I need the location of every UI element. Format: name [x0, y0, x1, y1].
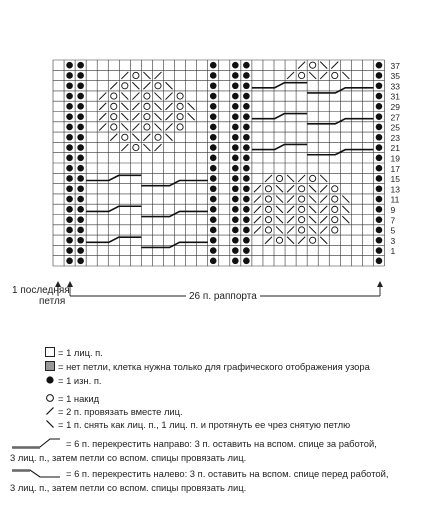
purl-stitch [376, 72, 383, 79]
k2tog [320, 226, 327, 233]
cable-cross [86, 206, 141, 211]
purl-stitch [66, 247, 73, 254]
row-number: 11 [390, 194, 400, 205]
yarn-over [332, 186, 338, 192]
k2tog [298, 175, 305, 182]
yarn-over [133, 144, 139, 150]
purl-stitch [210, 237, 217, 244]
row-number: 9 [390, 205, 396, 215]
yarn-over [310, 237, 316, 243]
row-number: 31 [390, 91, 400, 102]
yarn-over [133, 72, 139, 78]
purl-stitch [66, 206, 73, 213]
cable-cross [86, 175, 141, 180]
purl-stitch [376, 227, 383, 234]
purl-stitch [77, 103, 84, 110]
yarn-over [144, 93, 150, 99]
purl-stitch [243, 113, 250, 120]
yarn-over [299, 196, 305, 202]
purl-stitch [77, 82, 84, 89]
skp [188, 113, 195, 120]
purl-stitch [210, 113, 217, 120]
purl-stitch [376, 165, 383, 172]
k2tog [298, 62, 305, 69]
skp [287, 237, 294, 244]
yarn-over [332, 217, 338, 223]
purl-stitch [77, 185, 84, 192]
yarn-over [111, 93, 117, 99]
purl-stitch [210, 155, 217, 162]
purl-stitch [77, 216, 84, 223]
yarn-over [265, 186, 271, 192]
k2tog [265, 237, 272, 244]
purl-stitch [77, 258, 84, 265]
yarn-over [177, 124, 183, 130]
purl-stitch [376, 155, 383, 162]
purl-stitch [77, 124, 84, 131]
yarn-over [265, 196, 271, 202]
purl-stitch [232, 62, 239, 69]
row-number: 13 [390, 184, 400, 195]
slash-icon [45, 406, 55, 416]
skp [320, 237, 327, 244]
purl-stitch [232, 134, 239, 141]
skp [276, 216, 283, 223]
purl-stitch [243, 93, 250, 100]
row-number: 33 [390, 81, 400, 92]
purl-stitch [376, 124, 383, 131]
skp [276, 185, 283, 192]
skp [154, 93, 161, 100]
yarn-over [144, 114, 150, 120]
purl-stitch [243, 134, 250, 141]
purl-stitch [232, 185, 239, 192]
k2tog [254, 216, 261, 223]
k2tog [320, 196, 327, 203]
purl-stitch [210, 165, 217, 172]
purl-stitch [232, 175, 239, 182]
purl-stitch [66, 144, 73, 151]
skp [309, 206, 316, 213]
purl-stitch [66, 62, 73, 69]
k2tog [143, 134, 150, 141]
purl-stitch [66, 216, 73, 223]
skp [166, 134, 173, 141]
skp [342, 206, 349, 213]
k2tog [132, 123, 139, 130]
yarn-over [332, 72, 338, 78]
yarn-over [332, 206, 338, 212]
purl-stitch [66, 196, 73, 203]
purl-stitch [77, 144, 84, 151]
row-number: 29 [390, 102, 400, 112]
purl-stitch [77, 165, 84, 172]
purl-stitch [232, 196, 239, 203]
skp [154, 113, 161, 120]
purl-stitch [66, 175, 73, 182]
k2tog [331, 62, 338, 69]
repeat-label: 26 п. раппорта [186, 291, 260, 302]
purl-stitch [376, 206, 383, 213]
skp [309, 196, 316, 203]
k2tog [298, 237, 305, 244]
purl-stitch [210, 206, 217, 213]
purl-stitch [376, 93, 383, 100]
purl-stitch [210, 62, 217, 69]
skp [121, 113, 128, 120]
yarn-over [265, 217, 271, 223]
legend-item-cable-left: = 6 п. перекрестить налево: 3 п. оставить на вспом. спице перед работой, 3 лиц. п., затем петли со вспом. спицы провязать лиц. [10, 468, 389, 493]
purl-stitch [77, 247, 84, 254]
purl-stitch [243, 227, 250, 234]
chart-grid [53, 60, 385, 266]
purl-stitch [210, 134, 217, 141]
purl-stitch [66, 134, 73, 141]
purl-stitch [243, 82, 250, 89]
purl-stitch [232, 206, 239, 213]
cable-cross [86, 237, 141, 242]
skp [143, 144, 150, 151]
purl-stitch [376, 144, 383, 151]
purl-stitch [376, 113, 383, 120]
purl-stitch [232, 247, 239, 254]
purl-stitch [232, 103, 239, 110]
skp [154, 103, 161, 110]
skp [166, 82, 173, 89]
purl-stitch [243, 185, 250, 192]
yarn-over [177, 93, 183, 99]
purl-stitch [210, 227, 217, 234]
k2tog [166, 123, 173, 130]
purl-stitch [210, 82, 217, 89]
cable-cross [252, 83, 307, 88]
k2tog [121, 72, 128, 79]
skp [143, 72, 150, 79]
skp [320, 62, 327, 69]
row-numbers [391, 61, 401, 256]
purl-stitch [243, 165, 250, 172]
row-number: 27 [390, 112, 400, 123]
purl-stitch [243, 196, 250, 203]
cable-left-icon [10, 467, 66, 481]
yarn-over [122, 83, 128, 89]
purl-stitch [232, 237, 239, 244]
purl-stitch [243, 175, 250, 182]
backslash-icon [45, 419, 55, 429]
purl-stitch [232, 93, 239, 100]
purl-stitch [376, 185, 383, 192]
purl-stitch [243, 103, 250, 110]
purl-stitch [376, 134, 383, 141]
yarn-over [332, 196, 338, 202]
yarn-over [299, 206, 305, 212]
k2tog [143, 82, 150, 89]
row-number: 37 [390, 60, 400, 71]
purl-stitch [210, 124, 217, 131]
purl-stitch [66, 165, 73, 172]
purl-stitch [210, 144, 217, 151]
row-number: 19 [390, 153, 400, 164]
yarn-over [299, 227, 305, 233]
purl-stitch [243, 155, 250, 162]
k2tog [265, 175, 272, 182]
purl-stitch [243, 237, 250, 244]
row-number: 15 [390, 174, 400, 185]
purl-stitch [66, 227, 73, 234]
purl-stitch [210, 185, 217, 192]
yarn-over [276, 175, 282, 181]
purl-stitch [232, 155, 239, 162]
skp [188, 103, 195, 110]
purl-stitch [232, 165, 239, 172]
legend-item-no-stitch: = нет петли, клетка нужна только для графического отображения узора [45, 361, 370, 373]
yarn-over [265, 227, 271, 233]
skp [320, 175, 327, 182]
skp [276, 226, 283, 233]
k2tog [110, 134, 117, 141]
legend-item-yarn-over: = 1 накид [45, 393, 99, 405]
row-number: 23 [390, 132, 400, 143]
skp [309, 185, 316, 192]
yarn-over [299, 72, 305, 78]
k2tog [254, 226, 261, 233]
cable-cross [252, 144, 307, 149]
row-number: 5 [390, 225, 396, 236]
purl-stitch [66, 72, 73, 79]
k2tog [254, 196, 261, 203]
k2tog [287, 196, 294, 203]
purl-stitch [232, 124, 239, 131]
row-number: 1 [390, 246, 396, 257]
k2tog [320, 216, 327, 223]
purl-stitch [210, 72, 217, 79]
skp [276, 196, 283, 203]
purl-stitch [232, 82, 239, 89]
purl-stitch [66, 258, 73, 265]
purl-stitch [210, 196, 217, 203]
purl-stitch [232, 216, 239, 223]
yarn-over [299, 186, 305, 192]
purl-stitch [210, 258, 217, 265]
yarn-over [144, 124, 150, 130]
skp [276, 206, 283, 213]
purl-stitch [66, 155, 73, 162]
purl-stitch [232, 72, 239, 79]
yarn-over [310, 175, 316, 181]
legend-item-cable-right: = 6 п. перекрестить направо: 3 п. оставить на вспом. спице за работой, 3 лиц. п., затем петли со вспом. спицы провязать лиц. [10, 438, 377, 463]
purl-stitch [232, 227, 239, 234]
purl-stitch [77, 206, 84, 213]
cable-right-icon [10, 437, 66, 451]
k2tog [154, 72, 161, 79]
row-number: 21 [390, 143, 400, 154]
purl-stitch [376, 175, 383, 182]
purl-stitch [66, 82, 73, 89]
purl-stitch [66, 103, 73, 110]
purl-stitch [66, 113, 73, 120]
k2tog [287, 216, 294, 223]
skp [309, 72, 316, 79]
purl-stitch [376, 103, 383, 110]
k2tog [132, 103, 139, 110]
legend-item-skp: = 1 п. снять как лиц. п., 1 лиц. п. и протянуть ее чрез снятую петлю [45, 419, 350, 431]
skp [342, 196, 349, 203]
skp [287, 175, 294, 182]
k2tog [99, 113, 106, 120]
legend-item-k2tog: = 2 п. провязать вместе лиц. [45, 406, 183, 418]
k2tog [287, 206, 294, 213]
skp [342, 72, 349, 79]
legend-item-knit: = 1 лиц. п. [45, 347, 103, 359]
purl-stitch [243, 72, 250, 79]
purl-stitch [77, 62, 84, 69]
purl-stitch [77, 155, 84, 162]
purl-stitch [376, 62, 383, 69]
skp [121, 93, 128, 100]
k2tog [154, 144, 161, 151]
cable-cross [252, 114, 307, 119]
edge-stitch-label: 1 последняя петля [12, 285, 70, 307]
purl-stitch [77, 175, 84, 182]
purl-stitch [66, 237, 73, 244]
purl-stitch [77, 93, 84, 100]
yarn-over [177, 114, 183, 120]
purl-stitch [243, 216, 250, 223]
k2tog [287, 226, 294, 233]
purl-stitch [243, 258, 250, 265]
row-number: 35 [390, 71, 400, 82]
skp [154, 123, 161, 130]
yarn-over [177, 103, 183, 109]
purl-stitch [77, 72, 84, 79]
yarn-over [299, 217, 305, 223]
purl-stitch [243, 124, 250, 131]
k2tog [166, 103, 173, 110]
skp [309, 226, 316, 233]
dot-icon [45, 375, 55, 385]
purl-stitch [77, 237, 84, 244]
purl-stitch [77, 227, 84, 234]
purl-stitch [66, 124, 73, 131]
yarn-over [111, 103, 117, 109]
purl-stitch [376, 237, 383, 244]
purl-stitch [77, 113, 84, 120]
purl-stitch [66, 185, 73, 192]
yarn-over [276, 237, 282, 243]
row-number: 25 [390, 122, 400, 133]
purl-stitch [210, 175, 217, 182]
purl-stitch [210, 247, 217, 254]
skp [342, 216, 349, 223]
purl-stitch [66, 93, 73, 100]
purl-stitch [210, 103, 217, 110]
purl-stitch [77, 134, 84, 141]
yarn-over [111, 124, 117, 130]
yarn-over [155, 83, 161, 89]
skp [309, 216, 316, 223]
purl-stitch [232, 144, 239, 151]
gray-square-icon [45, 361, 55, 371]
skp [132, 82, 139, 89]
yarn-over [332, 227, 338, 233]
yarn-over [155, 134, 161, 140]
k2tog [99, 123, 106, 130]
row-number: 17 [390, 163, 400, 174]
legend-item-purl: = 1 изн. п. [45, 375, 102, 387]
skp [121, 123, 128, 130]
k2tog [320, 206, 327, 213]
k2tog [254, 185, 261, 192]
yarn-over [111, 114, 117, 120]
purl-stitch [376, 247, 383, 254]
purl-stitch [376, 196, 383, 203]
k2tog [287, 72, 294, 79]
k2tog [166, 93, 173, 100]
purl-stitch [243, 144, 250, 151]
k2tog [166, 113, 173, 120]
k2tog [132, 113, 139, 120]
skp [121, 103, 128, 110]
k2tog [99, 103, 106, 110]
row-number: 7 [390, 215, 396, 226]
yarn-over [265, 206, 271, 212]
k2tog [320, 185, 327, 192]
purl-stitch [210, 93, 217, 100]
purl-stitch [376, 216, 383, 223]
k2tog [132, 93, 139, 100]
yarn-over [144, 103, 150, 109]
purl-stitch [376, 258, 383, 265]
empty-square-icon [45, 347, 55, 357]
yarn-over [310, 62, 316, 68]
k2tog [99, 93, 106, 100]
purl-stitch [210, 216, 217, 223]
row-number: 3 [390, 235, 396, 246]
purl-stitch [243, 206, 250, 213]
yarn-over [122, 134, 128, 140]
k2tog [287, 185, 294, 192]
skp [132, 134, 139, 141]
purl-stitch [376, 82, 383, 89]
k2tog [320, 72, 327, 79]
purl-stitch [232, 258, 239, 265]
purl-stitch [77, 196, 84, 203]
purl-stitch [243, 247, 250, 254]
k2tog [121, 144, 128, 151]
k2tog [254, 206, 261, 213]
purl-stitch [243, 62, 250, 69]
circle-icon [45, 393, 55, 403]
purl-stitch [232, 113, 239, 120]
k2tog [110, 82, 117, 89]
